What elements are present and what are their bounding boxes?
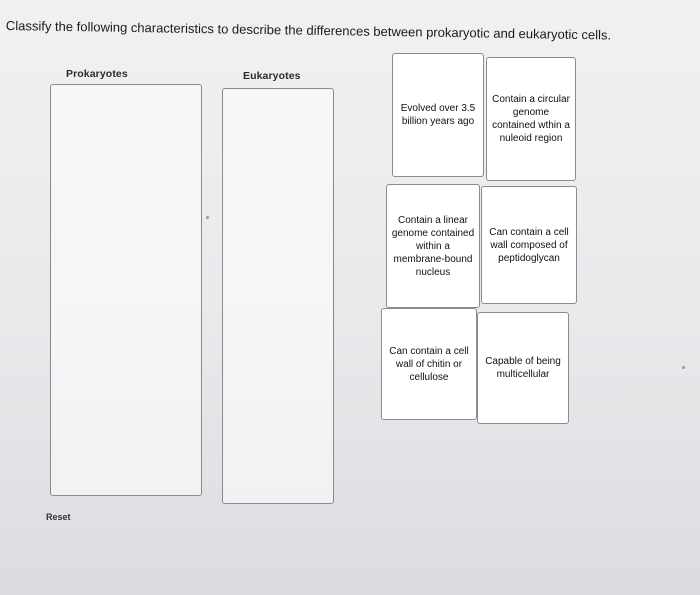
card-text: Can contain a cell wall of chitin or cellulose [389, 345, 469, 383]
card-text: Contain a linear genome contained within a membrane-bound nucleus [391, 214, 475, 278]
card-cell-wall-chitin-cellulose[interactable] [381, 308, 477, 420]
card-text: Capable of being multicellular [485, 356, 561, 380]
card-cell-wall-peptidoglycan[interactable] [481, 186, 577, 304]
prokaryotes-dropzone[interactable] [50, 84, 202, 496]
decorative-dot [682, 366, 685, 369]
card-multicellular[interactable] [477, 312, 569, 424]
card-text: Can contain a cell wall composed of peptidoglycan [489, 226, 569, 264]
eukaryotes-label: Eukaryotes [243, 70, 301, 82]
card-circular-genome[interactable] [486, 57, 576, 181]
reset-button[interactable]: Reset [46, 512, 71, 522]
decorative-dot [206, 216, 209, 219]
eukaryotes-dropzone[interactable] [222, 88, 334, 504]
card-evolved-3-5-billion[interactable] [392, 53, 484, 177]
card-linear-genome[interactable] [386, 184, 480, 308]
prokaryotes-label: Prokaryotes [66, 68, 128, 80]
card-text: Evolved over 3.5 billion years ago [400, 103, 476, 127]
card-text: Contain a circular genome contained wthin a nuleoid region [492, 94, 570, 144]
instruction-text: Classify the following characteristics to describe the differences between prokaryotic and eukaryotic cells. [5, 18, 612, 43]
